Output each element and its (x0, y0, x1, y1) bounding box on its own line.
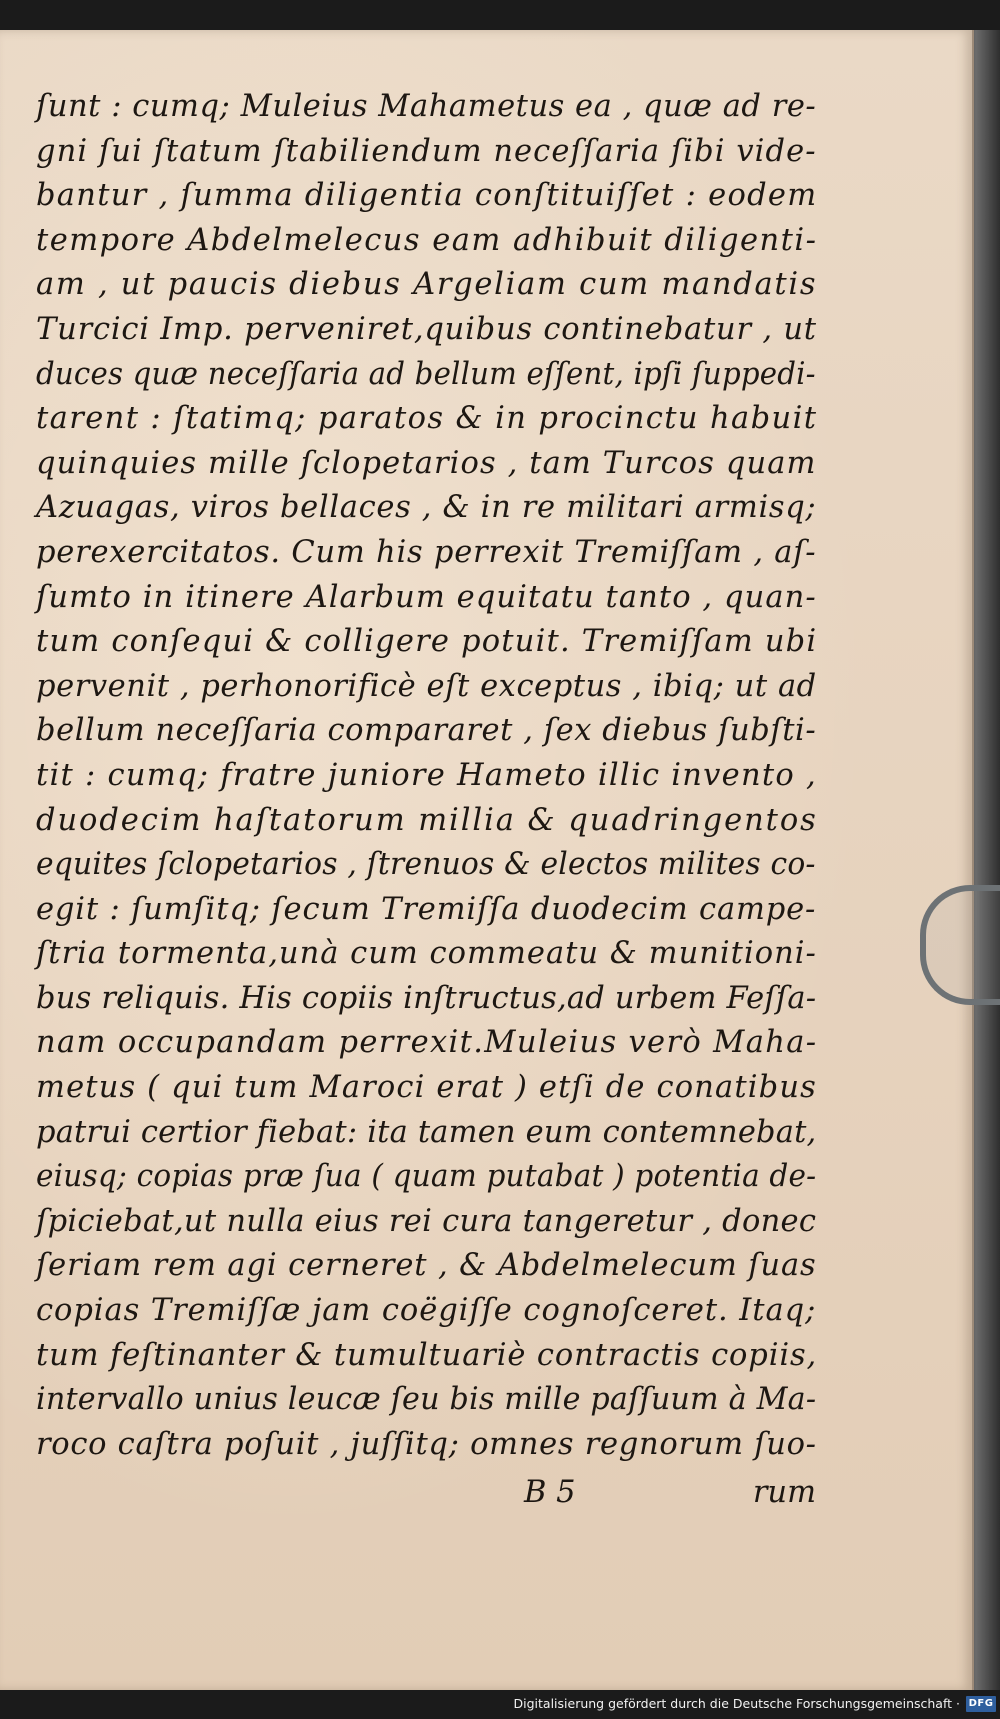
page-clip (920, 885, 1000, 1005)
page-footer (36, 1475, 816, 1519)
text-line: eiusq; copias præ ſua ( quam putabat ) potentia de- (36, 1159, 817, 1195)
text-line: egit : ſumſitq; ſecum Tremiſſa duodecim campe- (36, 891, 817, 927)
text-line: quinquies mille ſclopetarios , tam Turcos quam (36, 445, 817, 481)
text-line: equites ſclopetarios , ſtrenuos & electos milites co- (36, 847, 816, 883)
text-line: bantur , ſumma diligentia conſtituiſſet : eodem (36, 178, 818, 214)
text-line: roco caſtra poſuit , juſſitq; omnes regnorum ſuo- (36, 1426, 817, 1462)
catchword: rum (752, 1475, 816, 1510)
text-line: bellum neceſſaria compararet , ſex diebus ſubſti- (36, 713, 817, 749)
text-line: ſeriam rem agi cerneret , & Abdelmelecum ſuas (36, 1248, 817, 1284)
text-line: nam occupandam perrexit.Muleius verò Maha- (36, 1025, 818, 1061)
text-line: tit : cumq; fratre juniore Hameto illic invento , (36, 757, 817, 793)
text-line: copias Tremiſſæ jam coëgiſſe cognoſceret. Itaq; (36, 1293, 817, 1329)
text-line: Azuagas, viros bellaces , & in re militari armisq; (36, 490, 817, 526)
text-line: ſpiciebat,ut nulla eius rei cura tangeretur , donec (36, 1203, 817, 1239)
text-line: ſtria tormenta,unà cum commeatu & munitioni- (36, 936, 817, 972)
text-line: tempore Abdelmelecus eam adhibuit diligenti- (36, 222, 818, 258)
text-line: perexercitatos. Cum his perrexit Tremiſſam , aſ- (36, 534, 817, 570)
text-line: gni ſui ſtatum ſtabiliendum neceſſaria ſibi vide- (36, 133, 817, 169)
dfg-logo-icon: DFG (966, 1696, 996, 1712)
text-line: am , ut paucis diebus Argeliam cum mandatis (36, 267, 818, 303)
text-line: metus ( qui tum Maroci erat ) etſi de conatibus (36, 1070, 817, 1106)
page-text (36, 85, 816, 1467)
text-line: tum conſequi & colligere potuit. Tremiſſam ubi (36, 624, 818, 660)
text-line: ſumto in itinere Alarbum equitatu tanto , quan- (36, 579, 817, 615)
text-line: intervallo unius leucæ ſeu bis mille paſſuum à Ma- (36, 1382, 817, 1418)
text-line: ſunt : cumq; Muleius Mahametus ea , quæ ad re- (36, 89, 817, 124)
text-line: bus reliquis. His copiis inſtructus,ad urbem Feſſa- (36, 980, 817, 1016)
text-line: duces quæ neceſſaria ad bellum eſſent, ipſi ſuppedi- (36, 356, 816, 392)
digitization-credit (514, 1693, 997, 1715)
text-line: tarent : ſtatimq; paratos & in procinctu habuit (36, 401, 818, 437)
signature-mark: B 5 (524, 1475, 576, 1510)
text-line: pervenit , perhonorificè eſt exceptus , ibiq; ut ad (36, 668, 817, 704)
text-line: tum feſtinanter & tumultuariè contractis copiis, (36, 1337, 818, 1373)
credit-text: Digitalisierung gefördert durch die Deutsche Forschungsgemeinschaft · (513, 1696, 960, 1711)
text-line: Turcici Imp. perveniret,quibus continebatur , ut (36, 311, 817, 347)
text-line: duodecim haſtatorum millia & quadringentos (36, 802, 818, 838)
text-line: patrui certior fiebat: ita tamen eum contemnebat, (36, 1114, 817, 1150)
